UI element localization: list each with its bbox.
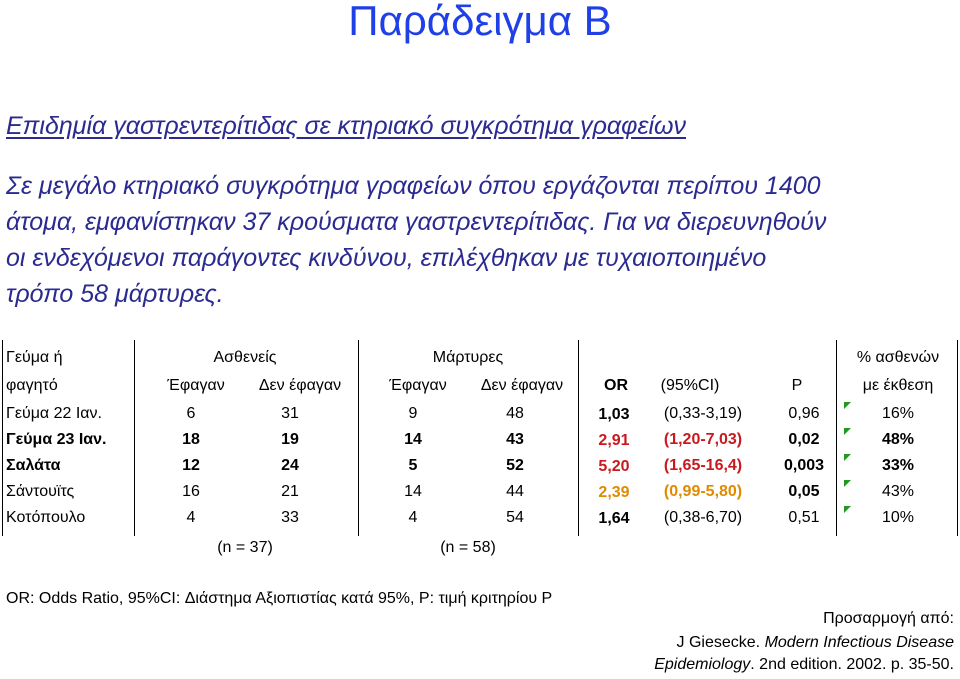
row-meal: Σαλάτα	[6, 457, 61, 474]
flag-marker	[844, 506, 851, 513]
row-or: 2,39	[598, 484, 630, 501]
subtitle: Επιδημία γαστρεντερίτιδας σε κτηριακό συγκρότημα γραφείων	[6, 112, 686, 140]
row-meal: Σάντουϊτς	[6, 483, 75, 500]
n-cases: (n = 37)	[217, 539, 273, 556]
row-or: 1,03	[598, 406, 630, 423]
row-ctrl-not: 43	[506, 431, 524, 448]
row-meal: Γεύμα 22 Ιαν.	[6, 405, 102, 422]
table-divider	[134, 340, 135, 536]
row-p: 0,51	[788, 509, 820, 526]
row-pct: 10%	[881, 509, 915, 526]
page-title: Παράδειγμα Β	[348, 0, 612, 44]
table-divider	[2, 340, 3, 536]
row-ci: (1,20-7,03)	[663, 431, 743, 448]
row-cases-ate: 16	[182, 483, 200, 500]
row-ctrl-ate: 14	[404, 483, 422, 500]
row-cases-not: 19	[281, 431, 299, 448]
credit-line-3	[654, 656, 954, 674]
flag-marker	[844, 402, 851, 409]
header-pct-a: % ασθενών	[856, 349, 940, 366]
row-ci: (0,38-6,70)	[663, 509, 743, 526]
row-cases-not: 33	[281, 509, 299, 526]
row-ctrl-ate: 4	[408, 509, 418, 526]
table-divider	[836, 340, 837, 536]
row-pct: 48%	[881, 431, 915, 448]
row-ctrl-ate: 14	[404, 431, 422, 448]
row-ctrl-not: 52	[506, 457, 524, 474]
header-cases-ate: Έφαγαν	[167, 377, 225, 394]
row-ctrl-ate: 9	[408, 405, 418, 422]
row-p: 0,003	[783, 457, 825, 474]
row-ctrl-not: 44	[506, 483, 524, 500]
intro-line: τρόπο 58 μάρτυρες.	[6, 280, 224, 308]
row-ci: (1,65-16,4)	[663, 457, 743, 474]
flag-marker	[844, 454, 851, 461]
row-meal: Γεύμα 23 Ιαν.	[6, 431, 107, 448]
header-ctrl-ate: Έφαγαν	[389, 377, 447, 394]
credit-line-1: Προσαρμογή από:	[823, 610, 954, 627]
table-divider	[578, 340, 579, 536]
credit-book-title-end: Epidemiology	[654, 656, 751, 673]
intro-line: Σε μεγάλο κτηριακό συγκρότημα γραφείων όπου εργάζονται περίπου 1400	[6, 172, 821, 200]
flag-marker	[844, 480, 851, 487]
n-controls: (n = 58)	[440, 539, 496, 556]
abbreviations-note: OR: Odds Ratio, 95%CI: Διάστημα Αξιοπιστίας κατά 95%, P: τιμή κριτηρίου P	[6, 590, 553, 607]
row-or: 5,20	[598, 458, 630, 475]
row-ctrl-not: 48	[506, 405, 524, 422]
row-ctrl-ate: 5	[408, 457, 418, 474]
header-ci: (95%CI)	[660, 377, 720, 394]
row-or: 2,91	[598, 432, 630, 449]
row-cases-ate: 4	[186, 509, 196, 526]
credit-author: J Giesecke.	[676, 634, 765, 651]
row-cases-ate: 18	[182, 431, 200, 448]
credit-line-2	[677, 634, 954, 652]
header-cases: Ασθενείς	[213, 349, 277, 366]
intro-paragraph	[6, 168, 946, 312]
header-cases-not: Δεν έφαγαν	[258, 377, 342, 394]
row-cases-ate: 12	[182, 457, 200, 474]
intro-line: άτομα, εμφανίστηκαν 37 κρούσματα γαστρεντερίτιδας. Για να διερευνηθούν	[6, 208, 827, 236]
row-cases-not: 24	[281, 457, 299, 474]
row-p: 0,02	[788, 431, 820, 448]
row-p: 0,05	[788, 483, 820, 500]
header-ctrl-not: Δεν έφαγαν	[480, 377, 564, 394]
header-meal-b: φαγητό	[6, 377, 58, 394]
row-or: 1,64	[598, 510, 630, 527]
row-cases-not: 21	[281, 483, 299, 500]
row-p: 0,96	[788, 405, 820, 422]
row-ci: (0,33-3,19)	[663, 405, 743, 422]
table-divider	[957, 340, 958, 536]
credit-edition: . 2nd edition. 2002. p. 35-50.	[750, 656, 954, 673]
row-ci: (0,99-5,80)	[663, 483, 743, 500]
row-pct: 33%	[881, 457, 915, 474]
row-meal: Κοτόπουλο	[6, 509, 86, 526]
results-table	[0, 340, 960, 570]
flag-marker	[844, 428, 851, 435]
row-pct: 43%	[881, 483, 915, 500]
header-p: P	[791, 377, 803, 394]
header-pct-b: με έκθεση	[862, 377, 934, 394]
row-pct: 16%	[881, 405, 915, 422]
row-cases-not: 31	[281, 405, 299, 422]
row-cases-ate: 6	[186, 405, 196, 422]
row-ctrl-not: 54	[506, 509, 524, 526]
header-controls: Μάρτυρες	[432, 349, 504, 366]
table-divider	[358, 340, 359, 536]
intro-line: οι ενδεχόμενοι παράγοντες κινδύνου, επιλέχθηκαν με τυχαιοποιημένο	[6, 244, 767, 272]
header-or: OR	[604, 377, 628, 394]
header-meal-a: Γεύμα ή	[6, 349, 63, 366]
credit-book-title: Modern Infectious Disease	[764, 634, 954, 651]
